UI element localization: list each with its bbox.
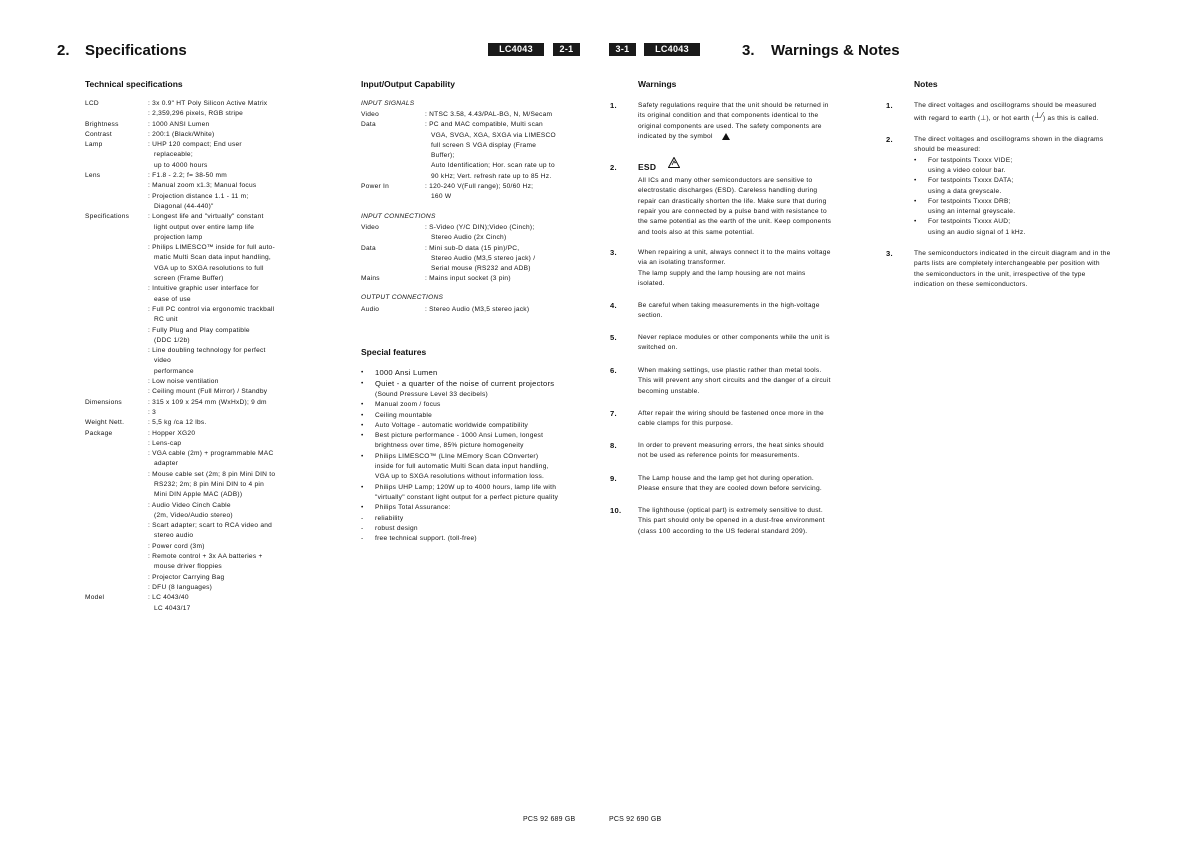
list-text: (Sound Pressure Level 33 decibels) <box>375 391 488 398</box>
spec-row <box>85 470 335 480</box>
spec-value: Auto Identification; Hor. scan rate up to <box>431 162 555 170</box>
warning-line: When making settings, use plastic rather than metal tools. <box>638 367 822 374</box>
warning-line: original components are used. The safety components are <box>638 122 822 130</box>
badge-model-left: LC4043 <box>488 43 544 56</box>
esd-title: ESD <box>638 162 657 172</box>
spec-value: : Remote control + 3x AA batteries + <box>148 553 263 561</box>
spec-value: : Longest life and "virtually" constant <box>148 213 264 221</box>
spec-row <box>361 161 591 171</box>
warning-line: When repairing a unit, always connect it to the mains voltage <box>638 249 831 256</box>
spec-row <box>361 192 591 202</box>
list-item <box>361 390 596 400</box>
badge-page-left: 2-1 <box>553 43 580 56</box>
spec-row <box>85 408 335 418</box>
list-item <box>361 411 596 421</box>
note-bullet-text: using a video colour bar. <box>928 166 1006 174</box>
spec-row <box>85 511 335 521</box>
warning-line: becoming unstable. <box>638 387 700 395</box>
list-bullet: • <box>361 380 364 387</box>
spec-row <box>85 336 335 346</box>
warning-line: In order to prevent measuring errors, the heat sinks should <box>638 442 824 449</box>
spec-row <box>85 284 335 294</box>
spec-row <box>85 367 335 377</box>
warning-line: and tools also at this same potential. <box>638 228 755 236</box>
spec-row <box>85 171 335 181</box>
warning-line: its original condition and that components identical to the <box>638 112 819 120</box>
spec-value: Mini DIN Apple MAC (ADB)) <box>154 491 243 499</box>
spec-row <box>85 490 335 500</box>
note-bullet-text: using an internal greyscale. <box>928 208 1016 216</box>
warning-line: via an isolating transformer. <box>638 259 726 267</box>
spec-row <box>85 398 335 408</box>
warning-line: Please ensure that they are cooled down before servicing. <box>638 485 822 493</box>
list-bullet: • <box>361 452 364 460</box>
spec-row <box>85 356 335 366</box>
list-text: Philips Total Assurance: <box>375 504 451 512</box>
safety-triangle-icon <box>722 133 730 140</box>
input-signals-table <box>361 110 591 203</box>
section-number-2: 2. <box>57 42 70 59</box>
warning-number: 10. <box>610 506 622 515</box>
list-item <box>361 514 596 524</box>
spec-row <box>85 593 335 603</box>
spec-row <box>361 141 591 151</box>
spec-value: : Manual zoom x1.3; Manual focus <box>148 182 257 190</box>
list-bullet: • <box>361 432 364 440</box>
spec-value: VGA, SVGA, XGA, SXGA via LIMESCO <box>431 131 556 139</box>
list-bullet: • <box>361 421 364 429</box>
list-text: inside for full automatic Multi Scan data input handling, <box>375 463 549 471</box>
list-text: Best picture performance - 1000 Ansi Lumen, longest <box>375 432 544 440</box>
list-item <box>361 472 596 482</box>
spec-label: Lamp <box>85 141 103 149</box>
spec-value: RC unit <box>154 316 178 324</box>
list-item <box>361 503 596 513</box>
note-bullet: • <box>914 197 917 205</box>
warning-line: This part should only be opened in a dust-free environment <box>638 517 825 525</box>
spec-value: light output over entire lamp life <box>154 223 255 231</box>
list-bullet: • <box>361 401 364 409</box>
footer-code-right: PCS 92 690 GB <box>609 816 662 823</box>
spec-label: Weight Nett. <box>85 419 125 427</box>
list-item <box>361 534 596 544</box>
note-number: 3. <box>886 249 893 258</box>
spec-label: Lens <box>85 172 101 180</box>
note-bullet: • <box>914 156 917 164</box>
spec-row <box>85 109 335 119</box>
spec-value: : 120-240 V(Full range); 50/60 Hz; <box>425 183 534 191</box>
spec-row <box>85 315 335 325</box>
note-bullet-text: For testpoints Txxxx AUD; <box>928 218 1011 226</box>
list-item <box>361 379 596 390</box>
spec-row <box>361 182 591 192</box>
input-connections-table <box>361 223 591 285</box>
spec-row <box>85 346 335 356</box>
page-title-specifications: Specifications <box>85 42 187 59</box>
warning-line: electrostatic discharges (ESD). Careless handling during <box>638 187 818 195</box>
note-line: the semiconductors in the unit, irrespective of the type <box>914 270 1086 278</box>
spec-row <box>85 274 335 284</box>
tech-spec-heading: Technical specifications <box>85 79 183 89</box>
spec-row <box>85 192 335 202</box>
spec-value: RS232; 2m; 8 pin Mini DIN to 4 pin <box>154 480 265 488</box>
note-bullet-text: For testpoints Txxxx DRB; <box>928 197 1011 205</box>
spec-row <box>85 161 335 171</box>
spec-value: adapter <box>154 460 179 468</box>
spec-value: : F1.8 - 2.2; f= 38-50 mm <box>148 172 227 180</box>
spec-label: Specifications <box>85 213 130 221</box>
spec-value: : LC 4043/40 <box>148 594 189 602</box>
list-item <box>361 524 596 534</box>
spec-row <box>85 552 335 562</box>
spec-label: Brightness <box>85 120 119 128</box>
note-line: should be measured: <box>914 146 981 154</box>
note-line: The direct voltages and oscillograms shown in the diagrams <box>914 136 1104 143</box>
warning-line: All ICs and many other semiconductors are sensitive to <box>638 177 813 184</box>
spec-value: : Fully Plug and Play compatible <box>148 326 250 334</box>
warning-line: Safety regulations require that the unit should be returned in <box>638 102 829 109</box>
warning-number: 9. <box>610 474 617 483</box>
spec-value: : Philips LIMESCO™ inside for full auto- <box>148 244 275 252</box>
list-text: "virtually" constant light output for a perfect picture quality <box>375 493 559 501</box>
spec-label: Package <box>85 429 113 437</box>
warning-line: Be careful when taking measurements in the high-voltage <box>638 302 820 309</box>
spec-label: Contrast <box>85 130 112 138</box>
list-text: Auto Voltage - automatic worldwide compatibility <box>375 421 529 429</box>
spec-value: : Intuitive graphic user interface for <box>148 285 259 293</box>
list-text: Quiet - a quarter of the noise of current projectors <box>375 379 555 388</box>
spec-row <box>85 542 335 552</box>
list-item <box>361 483 596 493</box>
spec-row <box>85 521 335 531</box>
list-text: free technical support. (toll-free) <box>375 535 477 543</box>
spec-row <box>85 233 335 243</box>
spec-value: Diagonal (44-440)" <box>154 202 214 210</box>
note-line: parts lists are completely interchangeable per position with <box>914 260 1100 268</box>
warning-line: cable clamps for this purpose. <box>638 420 734 428</box>
spec-row <box>361 131 591 141</box>
list-bullet: • <box>361 504 364 512</box>
spec-row <box>85 150 335 160</box>
spec-label: Video <box>361 224 379 231</box>
list-bullet: • <box>361 369 364 376</box>
spec-value: 90 kHz; Vert. refresh rate up to 85 Hz. <box>431 172 552 180</box>
list-text: 1000 Ansi Lumen <box>375 368 438 377</box>
spec-row <box>85 243 335 253</box>
spec-value: matic Multi Scan data input handling, <box>154 254 272 262</box>
esd-warning-icon <box>668 157 680 168</box>
spec-value: Buffer); <box>431 152 455 160</box>
spec-value: : S-Video (Y/C DIN);Video (Cinch); <box>425 224 535 231</box>
list-text: Philips LIMESCO™ (LIne MEmory Scan COnverter) <box>375 452 539 460</box>
spec-value: : 315 x 109 x 254 mm (WxHxD); 9 dm <box>148 398 267 406</box>
note-text-part: ) as this is called. <box>1043 115 1099 123</box>
spec-row <box>85 480 335 490</box>
spec-value: : 3x 0.9" HT Poly Silicon Active Matrix <box>148 100 268 107</box>
spec-value: : Ceiling mount (Full Mirror) / Standby <box>148 388 268 396</box>
spec-value: : Mains input socket (3 pin) <box>425 275 511 283</box>
list-bullet: • <box>361 411 364 419</box>
io-heading: Input/Output Capability <box>361 79 455 89</box>
note-number: 2. <box>886 135 893 144</box>
spec-value: : 2,359,296 pixels, RGB stripe <box>148 110 244 118</box>
spec-row <box>85 264 335 274</box>
note-number: 1. <box>886 101 893 110</box>
note-bullet-text: For testpoints Txxxx VIDE; <box>928 156 1013 164</box>
warning-line: the same potential as the earth of the unit. Keep components <box>638 218 832 226</box>
spec-label: Audio <box>361 306 380 313</box>
spec-row <box>85 130 335 140</box>
spec-label: Model <box>85 594 105 602</box>
list-item <box>361 493 596 503</box>
warning-line: isolated. <box>638 279 665 287</box>
badge-model-right: LC4043 <box>644 43 700 56</box>
spec-value: : 1000 ANSI Lumen <box>148 120 210 128</box>
spec-row <box>85 223 335 233</box>
spec-label: Dimensions <box>85 398 122 406</box>
input-signals-title: INPUT SIGNALS <box>361 100 415 107</box>
spec-row <box>85 604 335 614</box>
spec-value: : Lens-cap <box>148 439 182 447</box>
spec-label: Power In <box>361 183 390 191</box>
spec-value: : NTSC 3.58, 4.43/PAL-BG, N, M/Secam <box>425 111 553 118</box>
warning-line: section. <box>638 312 663 320</box>
spec-value: : Mini sub-D data (15 pin)/PC, <box>425 244 520 252</box>
warning-line: Never replace modules or other components while the unit is <box>638 334 830 341</box>
list-bullet: • <box>361 483 364 491</box>
list-item <box>361 431 596 441</box>
note-bullet-text: using an audio signal of 1 kHz. <box>928 228 1026 236</box>
spec-value: ease of use <box>154 295 191 303</box>
spec-value: : Power cord (3m) <box>148 542 205 550</box>
page-title-warnings-notes: Warnings & Notes <box>771 42 900 59</box>
spec-row <box>85 439 335 449</box>
spec-row <box>361 254 591 264</box>
spec-value: (2m, Video/Audio stereo) <box>154 511 233 519</box>
list-item <box>361 452 596 462</box>
spec-value: replaceable; <box>154 151 193 159</box>
output-connections-title: OUTPUT CONNECTIONS <box>361 294 444 301</box>
note-line: The direct voltages and oscillograms should be measured <box>914 102 1097 109</box>
note-bullet-text: For testpoints Txxxx DATA; <box>928 177 1014 185</box>
list-text: brightness over time, 85% picture homogeneity <box>375 442 524 450</box>
spec-row <box>361 274 591 284</box>
section-number-3: 3. <box>742 42 755 59</box>
special-features-heading: Special features <box>361 347 427 357</box>
warning-number: 5. <box>610 333 617 342</box>
list-text: Ceiling mountable <box>375 411 433 419</box>
warning-line: indicated by the symbol <box>638 132 713 140</box>
tech-spec-table <box>85 99 335 614</box>
warning-line: switched on. <box>638 344 678 352</box>
spec-row <box>85 140 335 150</box>
note-bullet: • <box>914 177 917 185</box>
spec-row <box>85 202 335 212</box>
spec-row <box>85 212 335 222</box>
spec-value: mouse driver floppies <box>154 563 222 571</box>
spec-row <box>361 151 591 161</box>
spec-row <box>85 253 335 263</box>
input-connections-title: INPUT CONNECTIONS <box>361 213 436 220</box>
footer-code-left: PCS 92 689 GB <box>523 816 576 823</box>
warning-number: 4. <box>610 301 617 310</box>
output-connections-table <box>361 305 591 315</box>
spec-row <box>85 562 335 572</box>
hot-earth-symbol-icon: ⊥⁄ <box>1034 111 1044 121</box>
note-text-part: with regard to earth ( <box>914 115 981 123</box>
warning-line: (class 100 according to the US federal standard 209). <box>638 527 808 535</box>
spec-label: Mains <box>361 275 380 283</box>
warnings-list <box>610 101 865 551</box>
earth-symbol-icon: ⊥ <box>980 115 987 123</box>
spec-value: : VGA cable (2m) + programmable MAC <box>148 450 274 458</box>
warning-number: 7. <box>610 409 617 418</box>
spec-value: : DFU (8 languages) <box>148 583 213 591</box>
spec-value: : Audio Video Cinch Cable <box>148 501 231 509</box>
spec-row <box>85 418 335 428</box>
spec-row <box>361 305 591 315</box>
spec-row <box>85 531 335 541</box>
spec-row <box>85 429 335 439</box>
warning-number: 1. <box>610 101 617 110</box>
spec-row <box>85 573 335 583</box>
list-bullet: - <box>361 514 364 522</box>
warning-line: The lamp supply and the lamp housing are not mains <box>638 269 806 277</box>
warning-number: 8. <box>610 441 617 450</box>
list-bullet: - <box>361 524 364 532</box>
spec-row <box>361 172 591 182</box>
list-text: VGA up to SXGA resolutions without information loss. <box>375 473 545 481</box>
spec-row <box>85 326 335 336</box>
spec-label: Data <box>361 121 376 129</box>
list-item <box>361 400 596 410</box>
warning-line: The Lamp house and the lamp get hot during operation. <box>638 475 815 482</box>
spec-value: : PC and MAC compatible, Multi scan <box>425 121 543 129</box>
warning-line: repair you are connected by a pulse band with resistance to <box>638 207 827 215</box>
spec-value: : 5,5 kg /ca 12 lbs. <box>148 419 207 427</box>
spec-value: VGA up to SXGA resolutions to full <box>154 264 264 272</box>
spec-value: screen (Frame Buffer) <box>154 275 224 283</box>
spec-row <box>85 305 335 315</box>
list-item <box>361 368 596 379</box>
spec-value: stereo audio <box>154 532 194 540</box>
spec-row <box>85 459 335 469</box>
note-bullet: • <box>914 218 917 226</box>
spec-value: : Hopper XG20 <box>148 429 196 437</box>
spec-row <box>85 449 335 459</box>
spec-value: : Line doubling technology for perfect <box>148 347 266 355</box>
spec-value: : Mouse cable set (2m; 8 pin Mini DIN to <box>148 470 276 478</box>
spec-row <box>361 233 591 243</box>
warning-number: 6. <box>610 366 617 375</box>
spec-value: Serial mouse (RS232 and ADB) <box>431 265 531 273</box>
spec-row <box>85 387 335 397</box>
warning-line: After repair the wiring should be fastened once more in the <box>638 410 824 417</box>
spec-value: up to 4000 hours <box>154 161 208 169</box>
spec-value: : Scart adapter; scart to RCA video and <box>148 522 273 530</box>
spec-row <box>361 110 591 120</box>
spec-value: LC 4043/17 <box>154 604 191 612</box>
spec-value: : 200:1 (Black/White) <box>148 130 215 138</box>
note-text-part: ), or hot earth ( <box>986 115 1035 123</box>
spec-value: (DDC 1/2b) <box>154 336 190 344</box>
spec-value: : Projection distance 1.1 - 11 m; <box>148 192 249 200</box>
spec-value: : UHP 120 compact; End user <box>148 141 242 149</box>
warning-line: not be used as reference points for measurements. <box>638 452 800 460</box>
list-text: Manual zoom / focus <box>375 401 441 409</box>
spec-row <box>85 501 335 511</box>
spec-value: : 3 <box>148 408 157 416</box>
spec-value: full screen S VGA display (Frame <box>431 141 537 149</box>
note-line: indication on these semiconductors. <box>914 280 1028 288</box>
list-item <box>361 462 596 472</box>
badge-page-right: 3-1 <box>609 43 636 56</box>
notes-list <box>886 101 1146 301</box>
spec-value: : Stereo Audio (M3,5 stereo jack) <box>425 306 530 313</box>
spec-value: video <box>154 357 172 365</box>
warning-line: The lighthouse (optical part) is extremely sensitive to dust. <box>638 507 823 514</box>
spec-row <box>361 223 591 233</box>
special-features-list <box>361 368 596 544</box>
spec-value: performance <box>154 367 194 375</box>
spec-value: projection lamp <box>154 233 203 241</box>
spec-row <box>361 244 591 254</box>
spec-row <box>85 99 335 109</box>
spec-label: LCD <box>85 100 99 107</box>
list-item <box>361 421 596 431</box>
note-line: The semiconductors indicated in the circuit diagram and in the <box>914 250 1111 257</box>
spec-row <box>85 377 335 387</box>
spec-value: 160 W <box>431 193 452 201</box>
warnings-heading: Warnings <box>638 79 677 89</box>
spec-row <box>361 120 591 130</box>
warning-line: This will prevent any short circuits and the danger of a circuit <box>638 377 831 385</box>
spec-label: Data <box>361 244 376 252</box>
notes-heading: Notes <box>914 79 938 89</box>
spec-value: Stereo Audio (M3,5 stereo jack) / <box>431 254 536 262</box>
list-text: robust design <box>375 524 418 532</box>
spec-value: Stereo Audio (2x Cinch) <box>431 234 507 242</box>
warning-number: 2. <box>610 163 617 172</box>
warning-line: repair can drastically shorten the life. Make sure that during <box>638 197 827 205</box>
spec-label: Video <box>361 111 379 118</box>
spec-row <box>85 181 335 191</box>
list-text: Philips UHP Lamp; 120W up to 4000 hours, lamp life with <box>375 483 557 491</box>
spec-row <box>361 264 591 274</box>
spec-value: : Full PC control via ergonomic trackball <box>148 305 275 313</box>
note-line <box>914 111 1099 124</box>
spec-value: : Low noise ventilation <box>148 378 219 386</box>
spec-row <box>85 295 335 305</box>
list-bullet: - <box>361 535 364 543</box>
note-bullet-text: using a data greyscale. <box>928 187 1002 195</box>
list-text: reliability <box>375 514 404 522</box>
list-item <box>361 441 596 451</box>
spec-value: : Projector Carrying Bag <box>148 573 225 581</box>
warning-number: 3. <box>610 248 617 257</box>
spec-row <box>85 583 335 593</box>
spec-row <box>85 120 335 130</box>
